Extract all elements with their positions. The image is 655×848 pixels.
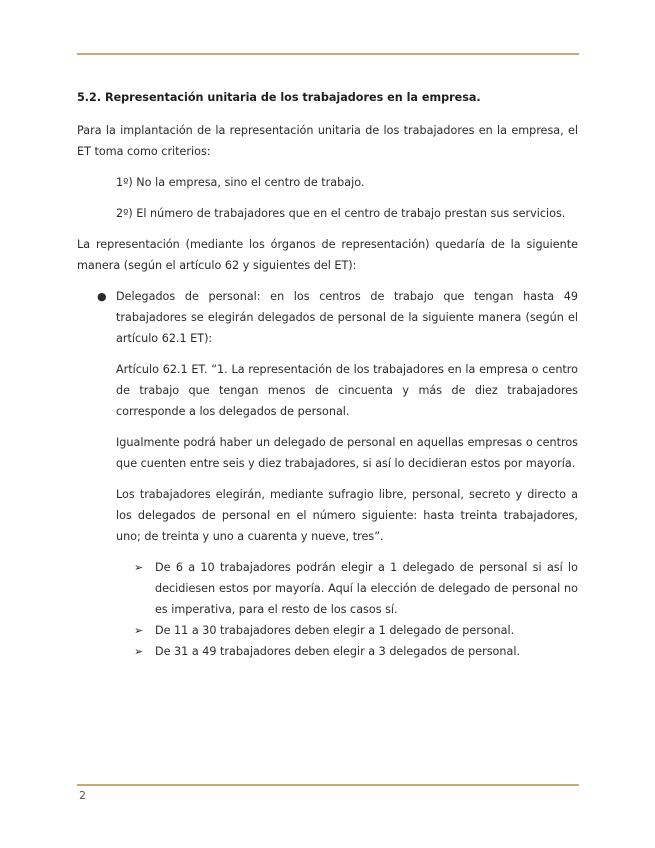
- bullet-icon: ●: [97, 290, 107, 303]
- criterion-1: 1º) No la empresa, sino el centro de trabajo.: [116, 176, 365, 189]
- bullet-list: [77, 286, 578, 349]
- arrow-item-text: De 31 a 49 trabajadores deben elegir a 3 delegados de personal.: [155, 645, 520, 658]
- article-paragraph-1: Artículo 62.1 ET. “1. La representación de los trabajadores en la empresa o centro de trabajo que tengan menos de cincuenta y más de diez trabajadores corresponde a los delegados de personal.: [116, 363, 578, 418]
- article-paragraph-3: Los trabajadores elegirán, mediante sufragio libre, personal, secreto y directo a los delegados de personal en el número siguiente: hasta treinta trabajadores, uno; de treinta y uno a cuarenta y nueve, tres”.: [116, 488, 578, 543]
- bullet-item-delegados: [77, 286, 578, 349]
- arrow-item-6-10: [116, 557, 578, 620]
- arrow-item-text: De 11 a 30 trabajadores deben elegir a 1 delegado de personal.: [155, 624, 515, 637]
- arrow-item-text: De 6 a 10 trabajadores podrán elegir a 1 delegado de personal si así lo decidiesen estos por mayoría. Aquí la elección de delegado de personal no es imperativa, para el resto de los casos sí.: [155, 561, 578, 616]
- bullet-text: Delegados de personal: en los centros de trabajo que tengan hasta 49 trabajadores se elegirán delegados de personal de la siguiente manera (según el artículo 62.1 ET):: [116, 290, 578, 345]
- section-heading: 5.2. Representación unitaria de los trabajadores en la empresa.: [77, 91, 481, 104]
- arrow-icon: ➢: [134, 624, 144, 637]
- arrow-list: [116, 557, 578, 662]
- document-body: [77, 87, 578, 662]
- article-paragraph-2: Igualmente podrá haber un delegado de personal en aquellas empresas o centros que cuenten entre seis y diez trabajadores, si así lo decidieran estos por mayoría.: [116, 436, 578, 470]
- criterion-2: 2º) El número de trabajadores que en el centro de trabajo prestan sus servicios.: [116, 207, 566, 220]
- arrow-item-11-30: [116, 620, 578, 641]
- arrow-icon: ➢: [134, 645, 144, 658]
- page-number: 2: [79, 789, 86, 802]
- arrow-icon: ➢: [134, 561, 144, 574]
- intro-paragraph: Para la implantación de la representación unitaria de los trabajadores en la empresa, el ET toma como criterios:: [77, 124, 578, 158]
- arrow-item-31-49: [116, 641, 578, 662]
- representation-paragraph: La representación (mediante los órganos de representación) quedaría de la siguiente manera (según el artículo 62 y siguientes del ET):: [77, 238, 578, 272]
- footer-rule: [77, 784, 579, 786]
- header-rule: [77, 53, 579, 55]
